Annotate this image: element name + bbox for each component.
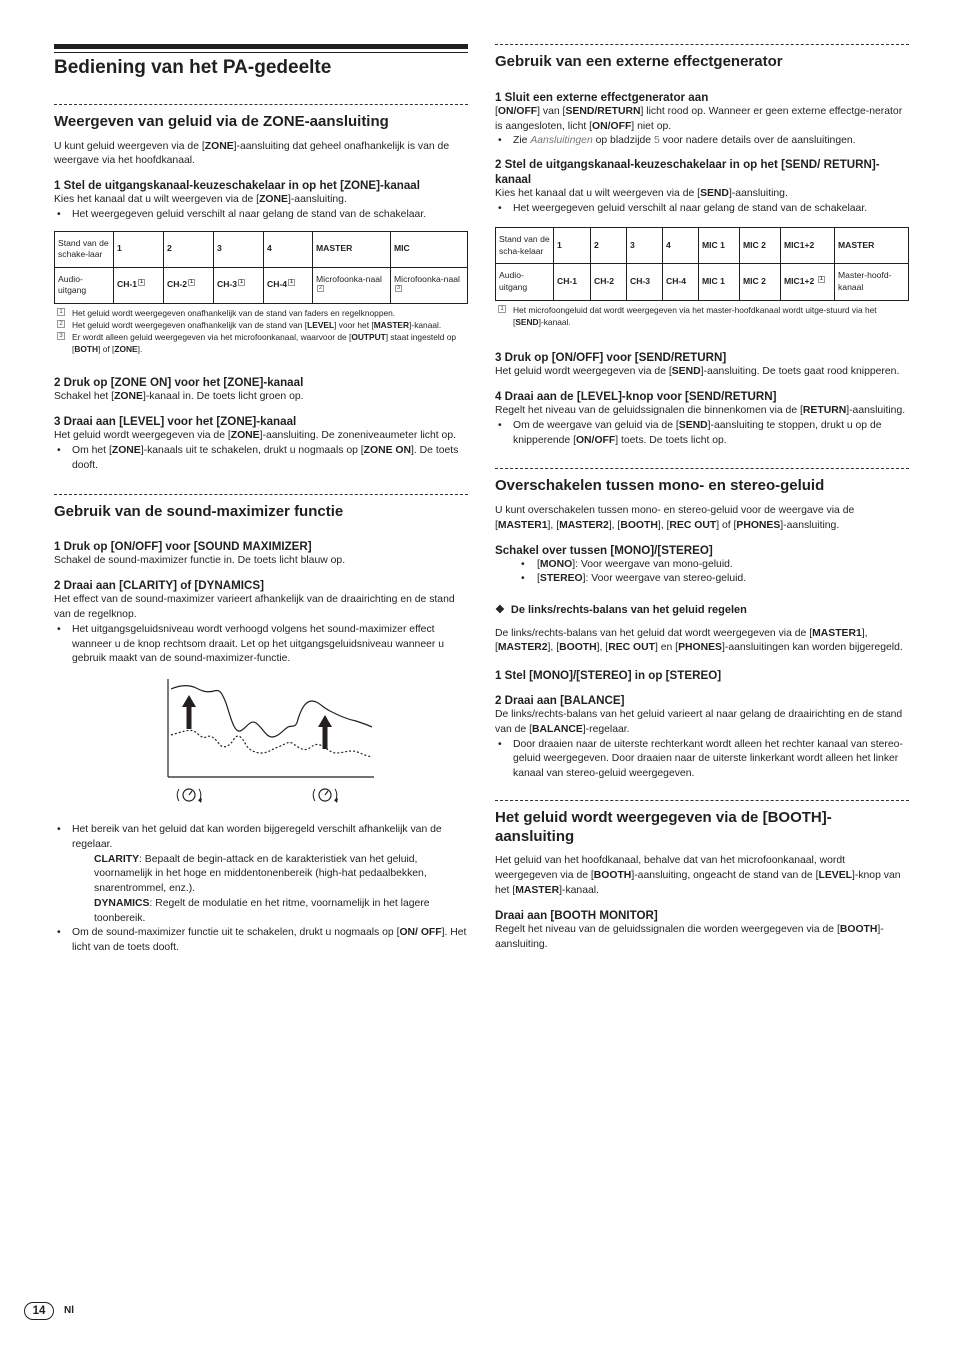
balance-intro: De links/rechts-balans van het geluid dat wordt weergegeven via de [MASTER1], [MASTER2], [BOOTH], [REC OUT] en [PHONES]-aansluitingen kan worden bijgeregeld. <box>495 627 903 654</box>
page-link[interactable]: 5 <box>653 135 660 147</box>
effect-step1-bullet: • Zie Aansluitingen op bladzijde 5 voor nadere details over de aansluitingen. <box>495 134 909 149</box>
footnote: 1 Het microfoongeluid dat wordt weergegeven via het master-hoofdkanaal wordt uitge-stuurd via het [SEND]-kanaal. <box>495 304 909 328</box>
maximizer-diagram <box>162 677 377 807</box>
effect-step4-bullet: • Om de weergave van geluid via de [SEND]-aansluiting te stoppen, drukt u op de knipperende [ON/OFF] toets. De toets licht op. <box>495 419 909 449</box>
footnote: 3 Er wordt alleen geluid weergegeven via het microfoonkanaal, waarvoor de [OUTPUT] staat ingesteld op [BOTH] of [ZONE]. <box>54 331 468 355</box>
effect-step3-text: Het geluid wordt weergegeven via de [SEND]-aansluiting. De toets gaat rood knipperen. <box>495 366 900 378</box>
connections-link[interactable]: Aansluitingen <box>530 135 593 147</box>
right-column <box>495 44 909 952</box>
diamond-icon: ❖ <box>495 604 505 617</box>
balance-step2-bullet: • Door draaien naar de uiterste rechterkant wordt alleen het rechter kanaal van stereo-geluid weergegeven. Door draaien naar de uiterste linkerkant wordt alleen het linker kanaal van stereo-geluid weergegeven. <box>495 738 909 782</box>
maximizer-heading: Gebruik van de sound-maximizer functie <box>54 502 344 520</box>
zone-heading: Weergeven van geluid via de ZONE-aansluiting <box>54 112 389 130</box>
zone-step1-text: Kies het kanaal dat u wilt weergeven via de [ZONE]-aansluiting. <box>54 194 347 206</box>
send-switch-table: Stand van de scha-kelaar 1 2 3 4 MIC 1 MIC 2 MIC1+2 MASTER Audio-uitgang CH-1 CH-2 CH-3 CH-4 MIC 1 MIC 2 MIC1+2 1 Master-hoofd-kanaal <box>495 227 909 301</box>
zone-switch-table: Stand van de schake-laar 1 2 3 4 MASTER MIC Audio-uitgang CH-1 1 CH-2 1 CH-3 1 CH-4 1 Microfoonka-naal 2 Microfoonka-naal 3 <box>54 231 468 304</box>
maximizer-step2-title: 2 Draai aan [CLARITY] of [DYNAMICS] <box>54 579 264 593</box>
title-rule <box>54 44 468 53</box>
effect-step2-title: 2 Stel de uitgangskanaal-keuzeschakelaar in op het [SEND/ RETURN]-kanaal <box>495 158 880 187</box>
page-number: 14 <box>24 1302 54 1320</box>
boost-arrow-head <box>318 715 332 727</box>
clarity-description: CLARITY: Bepaalt de begin-attack en de karakteristiek van het geluid, voornamelijk in het hoge en middentonenbereik (high-hat pedaalbekken, snarentrommel, enz.). <box>94 853 427 895</box>
maximizer-step1-text: Schakel de sound-maximizer functie in. De toets licht blauw op. <box>54 555 346 567</box>
maximized-curve <box>171 686 372 737</box>
booth-heading: Het geluid wordt weergegeven via de [BOOTH]-aansluiting <box>495 808 832 845</box>
effect-step1-title: 1 Sluit een externe effectgenerator aan <box>495 90 709 104</box>
zone-step3-bullet: • Om het [ZONE]-kanaals uit te schakelen, drukt u nogmaals op [ZONE ON]. De toets dooft. <box>54 444 468 474</box>
left-column <box>54 44 468 956</box>
zone-footnotes <box>54 307 468 356</box>
zone-step1-title: 1 Stel de uitgangskanaal-keuzeschakelaar in op het [ZONE]-kanaal <box>54 179 420 193</box>
mono-switch-title: Schakel over tussen [MONO]/[STEREO] <box>495 543 713 557</box>
effect-step2-bullet: • Het weergegeven geluid verschilt al naar gelang de stand van de schakelaar. <box>495 202 909 217</box>
effect-step1-text: [ON/OFF] van [SEND/RETURN] licht rood op. Wanneer er geen externe effectge-nerator is aangesloten, licht [ON/OFF] niet op. <box>495 105 903 132</box>
stereo-item: • [STEREO]: Voor weergave van stereo-geluid. <box>495 572 909 587</box>
section-divider <box>495 44 909 45</box>
section-divider <box>54 104 468 105</box>
effect-step4-title: 4 Draai aan de [LEVEL]-knop voor [SEND/RETURN] <box>495 389 777 403</box>
mono-intro: U kunt overschakelen tussen mono- en stereo-geluid voor de weergave via de [MASTER1], [MASTER2], [BOOTH], [REC OUT] of [PHONES]-aansluiting. <box>495 505 855 531</box>
dynamics-description: DYNAMICS: Regelt de modulatie en het ritme, voornamelijk in het lagere toonbereik. <box>94 897 430 924</box>
balance-step2-text: De links/rechts-balans van het geluid varieert al naar gelang de draairichting en de stand van de [BALANCE]-regelaar. <box>495 709 903 735</box>
balance-step1-title: 1 Stel [MONO]/[STEREO] in op [STEREO] <box>495 669 722 683</box>
maximizer-off-bullet: • Om de sound-maximizer functie uit te schakelen, drukt u nogmaals op [ON/ OFF]. Het licht van de toets dooft. <box>54 926 468 956</box>
maximizer-step2-text: Het effect van de sound-maximizer varieert afhankelijk van de draairichting en de stand van de regelknop. <box>54 594 455 621</box>
booth-step-text: Regelt het niveau van de geluidssignalen die worden weergegeven via de [BOOTH]-aansluiting. <box>495 923 884 950</box>
mono-heading: Overschakelen tussen mono- en stereo-geluid <box>495 477 825 495</box>
footnote: 2 Het geluid wordt weergegeven onafhankelijk van de stand van [LEVEL] voor het [MASTER]-kanaal. <box>54 319 468 331</box>
maximizer-step1-title: 1 Druk op [ON/OFF] voor [SOUND MAXIMIZER] <box>54 540 312 554</box>
balance-title: ❖ De links/rechts-balans van het geluid regelen <box>495 604 747 617</box>
maximizer-curve-figure <box>162 677 377 807</box>
boost-arrow-head <box>182 695 196 707</box>
knob-icon <box>177 789 202 803</box>
section-divider <box>54 494 468 495</box>
effect-step4-text: Regelt het niveau van de geluidssignalen die binnenkomen via de [RETURN]-aansluiting. <box>495 405 906 417</box>
zone-step3-text: Het geluid wordt weergegeven via de [ZONE]-aansluiting. De zoneniveaumeter licht op. <box>54 430 457 442</box>
zone-step1-bullet: • Het weergegeven geluid verschilt al naar gelang de stand van de schakelaar. <box>54 208 468 223</box>
maximizer-range-bullet: • Het bereik van het geluid dat kan worden bijgeregeld verschilt afhankelijk van de regelaar. <box>54 823 468 853</box>
section-divider <box>495 468 909 469</box>
footnote: 1 Het geluid wordt weergegeven onafhankelijk van de stand van faders en regelknoppen. <box>54 307 468 319</box>
zone-step2-text: Schakel het [ZONE]-kanaal in. De toets licht groen op. <box>54 391 304 403</box>
effect-heading: Gebruik van een externe effectgenerator <box>495 53 783 70</box>
zone-intro: U kunt geluid weergeven via de [ZONE]-aansluiting dat geheel onafhankelijk is van de weergave via het hoofdkanaal. <box>54 140 450 167</box>
booth-intro: Het geluid van het hoofdkanaal, behalve dat van het microfoonkanaal, wordt weergegeven via de [BOOTH]-aansluiting, ongeacht de stand van de [LEVEL]-knop van het [MASTER]-kanaal. <box>495 855 901 897</box>
maximizer-step2-bullet: • Het uitgangsgeluidsniveau wordt verhoogd volgens het sound-maximizer effect wanneer u de knop rechtsom draait. Let op het uitgangsgeluidsniveau wanneer u gebruik maakt van de sound-maximizer-functie. <box>54 623 468 667</box>
zone-step2-title: 2 Druk op [ZONE ON] voor het [ZONE]-kanaal <box>54 376 304 390</box>
zone-step3-title: 3 Draai aan [LEVEL] voor het [ZONE]-kanaal <box>54 415 297 429</box>
knob-icon <box>313 789 338 803</box>
section-divider <box>495 800 909 801</box>
effect-step2-text: Kies het kanaal dat u wilt weergeven via de [SEND]-aansluiting. <box>495 188 788 200</box>
page-title: Bediening van het PA-gedeelte <box>54 57 332 78</box>
language-code: Nl <box>64 1304 74 1316</box>
page-footer <box>24 1302 74 1320</box>
effect-step3-title: 3 Druk op [ON/OFF] voor [SEND/RETURN] <box>495 351 727 365</box>
mono-item: • [MONO]: Voor weergave van mono-geluid. <box>495 558 909 573</box>
original-curve <box>171 730 372 757</box>
balance-step2-title: 2 Draai aan [BALANCE] <box>495 694 625 708</box>
booth-step-title: Draai aan [BOOTH MONITOR] <box>495 908 658 922</box>
